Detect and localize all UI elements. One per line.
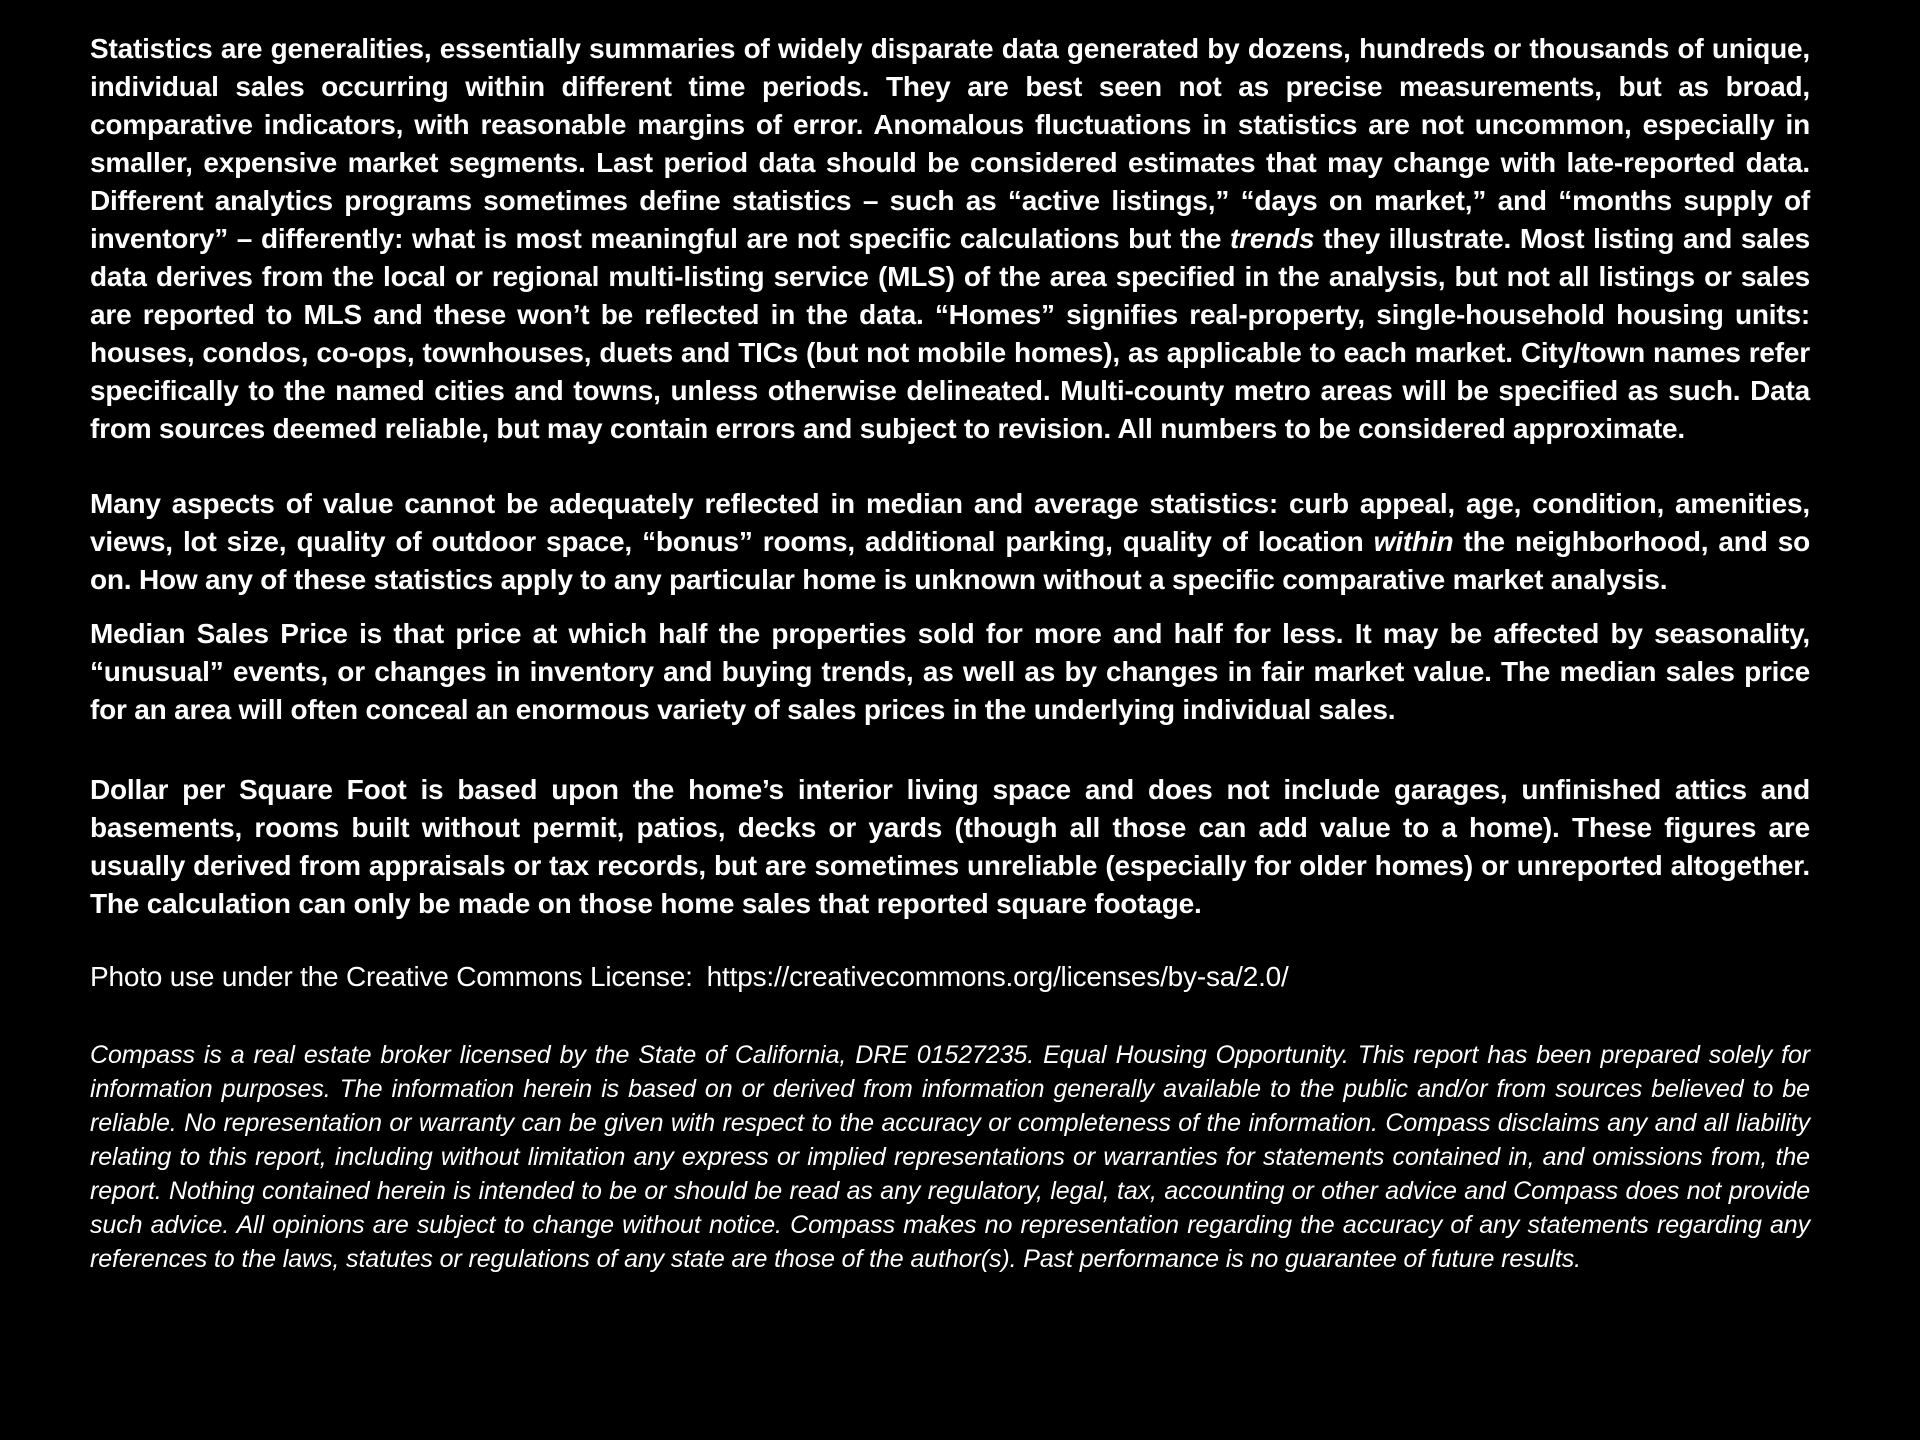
dollar-per-square-foot-paragraph: Dollar per Square Foot is based upon the home’s interior living space and does not include garages, unfinished attics and basements, rooms built without permit, patios, decks or yards (though all those can add value to a home). These figures are usually derived from appraisals or tax records, but are sometimes unreliable (especially for older homes) or unreported altogether. The calculation can only be made on those home sales that reported square footage. [90, 774, 1810, 919]
within-italic-word: within [1373, 526, 1454, 557]
compass-legal-disclaimer-paragraph: Compass is a real estate broker licensed by the State of California, DRE 01527235. Equal Housing Opportunity. This report has been prepared solely for information purposes. The information herein is based on or derived from information generally available to the public and/or from sources believed to be reliable. No representation or warranty can be given with respect to the accuracy or completeness of the information. Compass disclaims any and all liability relating to this report, including without limitation any express or implied representations or warranties for statements contained in, and omissions from, the report. Nothing contained herein is intended to be or should be read as any regulatory, legal, tax, accounting or other advice and Compass does not provide such advice. All opinions are subject to change without notice. Compass makes no representation regarding the accuracy of any statements regarding any references to the laws, statutes or regulations of any state are those of the author(s). Past performance is no guarantee of future results. [90, 1041, 1810, 1273]
value-text-after-within: the neighborhood, and so on. How any of these statistics apply to any particular home is unknown without a specific comparative market analysis. [90, 526, 1810, 595]
statistics-definitions-paragraph [90, 30, 1810, 448]
statistics-text-after-trends: they illustrate. Most listing and sales data derives from the local or regional multi-listing service (MLS) of the area specified in the analysis, but not all listings or sales are reported to MLS and these won’t be reflected in the data. “Homes” signifies real-property, single-household housing units: houses, condos, co-ops, townhouses, duets and TICs (but not mobile homes), as applicable to each market. City/town names refer specifically to the named cities and towns, unless otherwise delineated. Multi-county metro areas will be specified as such. Data from sources deemed reliable, but may contain errors and subject to revision. All numbers to be considered approximate. [90, 223, 1810, 444]
trends-italic-word: trends [1230, 223, 1315, 254]
statistics-text-before-trends: Statistics are generalities, essentially summaries of widely disparate data generated by dozens, hundreds or thousands of unique, individual sales occurring within different time periods. They are best seen not as precise measurements, but as broad, comparative indicators, with reasonable margins of error. Anomalous fluctuations in statistics are not uncommon, especially in smaller, expensive market segments. Last period data should be considered estimates that may change with late-reported data. Different analytics programs sometimes define statistics – such as “active listings,” “days on market,” and “months supply of inventory” – differently: what is most meaningful are not specific calculations but the [90, 33, 1810, 254]
value-text-before-within: Many aspects of value cannot be adequately reflected in median and average statistics: curb appeal, age, condition, amenities, views, lot size, quality of outdoor space, “bonus” rooms, additional parking, quality of location [90, 488, 1810, 557]
creative-commons-license-url[interactable]: https://creativecommons.org/licenses/by-sa/2.0/ [706, 961, 1289, 992]
median-sales-price-paragraph: Median Sales Price is that price at which half the properties sold for more and half for less. It may be affected by seasonality, “unusual” events, or changes in inventory and buying trends, as well as by changes in fair market value. The median sales price for an area will often conceal an enormous variety of sales prices in the underlying individual sales. [90, 618, 1810, 725]
photo-license-line [90, 958, 1810, 996]
photo-license-label: Photo use under the Creative Commons License: [90, 961, 693, 992]
value-aspects-paragraph [90, 485, 1810, 599]
